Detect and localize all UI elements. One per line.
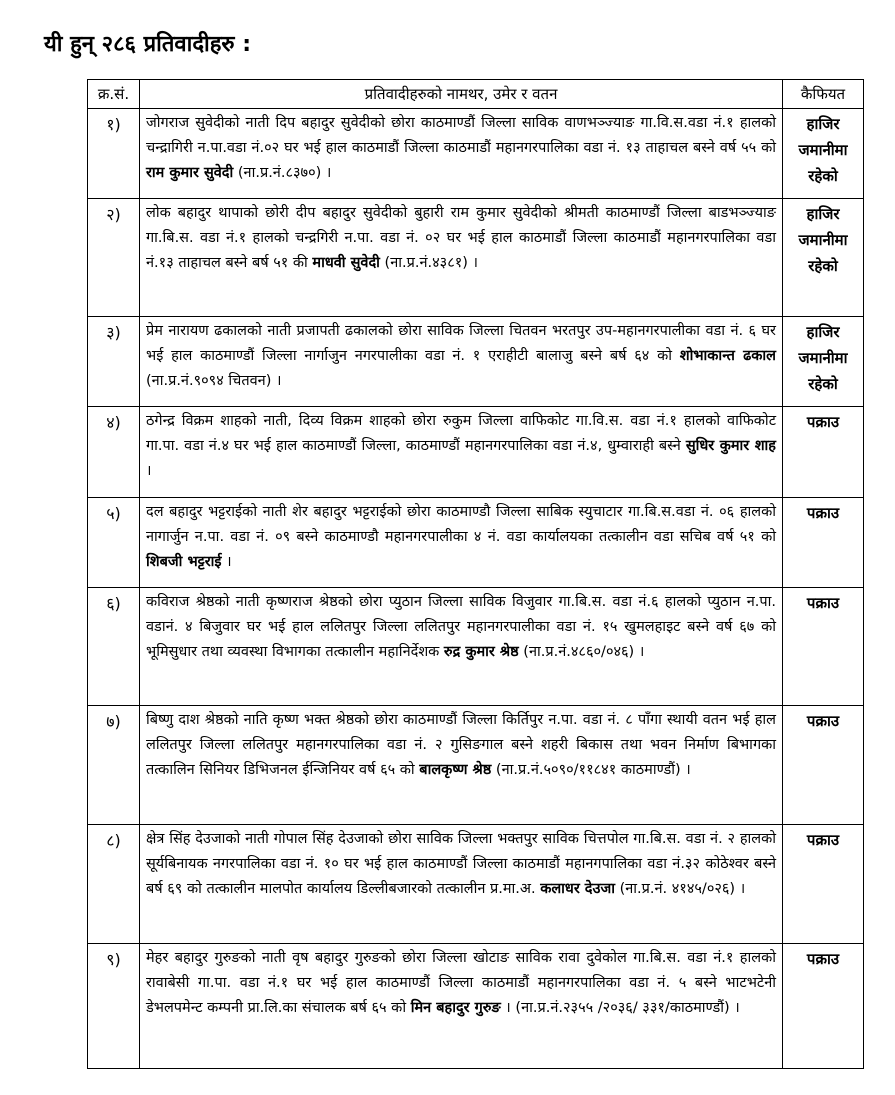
registration-number: (ना.प्र.नं.८३७०) । (233, 165, 332, 181)
table-row (88, 706, 864, 825)
defendant-description (140, 317, 783, 407)
description-text: मेहर बहादुर गुरुङको नाती वृष बहादुर गुरुङको छोरा जिल्ला खोटाङ साविक रावा दुवेकोल गा.बि.स. वडा नं.१ हालको रावाबेसी गा.पा. वडा नं.१ घर भई हाल काठमाण्डौं जिल्ला काठमाडौं महानगरपालिका वडा नं. ५ बस्ने भाटभटेनी डेभलपमेन्ट कम्पनी प्रा.लि.का संचालक बर्ष ६५ को (146, 950, 776, 1016)
defendant-name: रुद्र कुमार श्रेष्ठ (443, 644, 519, 660)
defendant-name: शिबजी भट्टराई (146, 554, 222, 570)
registration-number: । (146, 463, 152, 479)
header-serial-number: क्र.सं. (88, 80, 140, 109)
defendant-description (140, 944, 783, 1069)
registration-number: (ना.प्र.नं. ४१४५/०२६) । (614, 881, 746, 897)
remarks-cell: हाजिर जमानीमा रहेको (783, 109, 864, 199)
table-row (88, 407, 864, 498)
serial-number: १) (88, 109, 140, 199)
serial-number: ७) (88, 706, 140, 825)
serial-number: ९) (88, 944, 140, 1069)
description-text: बिष्णु दाश श्रेष्ठको नाति कृष्ण भक्त श्रेष्ठको छोरा काठमाण्डौं जिल्ला किर्तिपुर न.पा. वडा नं. ८ पाँगा स्थायी वतन भई हाल ललितपुर जिल्ला ललितपुर महानगरपालिका वडा नं. २ गुसिङगाल बस्ने शहरी बिकास तथा भवन निर्माण बिभागका तत्कालिन सिनियर डिभिजनल ईन्जिनियर वर्ष ६५ को (146, 712, 776, 778)
defendant-description (140, 498, 783, 588)
table-row (88, 199, 864, 317)
defendant-description (140, 706, 783, 825)
defendant-name: मिन बहादुर गुरुङ (410, 1000, 501, 1016)
defendant-description (140, 588, 783, 706)
serial-number: ८) (88, 825, 140, 944)
serial-number: ६) (88, 588, 140, 706)
table-row (88, 825, 864, 944)
remarks-cell: पक्राउ (783, 588, 864, 706)
description-text: ठगेन्द्र विक्रम शाहको नाती, दिव्य विक्रम शाहको छोरा रुकुम जिल्ला वाफिकोट गा.वि.स. वडा नं.१ हालको वाफिकोट गा.पा. वडा नं.४ घर भई हाल काठमाण्डौं जिल्ला, काठमाण्डौं महानगरपालिका वडा नं.४, धुम्वाराही बस्ने (146, 413, 776, 454)
remarks-cell: पक्राउ (783, 825, 864, 944)
defendant-description (140, 109, 783, 199)
table-row (88, 317, 864, 407)
table-row (88, 944, 864, 1069)
page-title: यी हुन् २८६ प्रतिवादीहरु : (44, 32, 252, 57)
table-row (88, 588, 864, 706)
defendant-name: बालकृष्ण श्रेष्ठ (419, 762, 492, 778)
description-text: क्षेत्र सिंह देउजाको नाती गोपाल सिंह देउजाको छोरा साविक जिल्ला भक्तपुर साविक चित्तपोल गा.बि.स. वडा नं. २ हालको सूर्यबिनायक नगरपालिका वडा नं. १० घर भई हाल काठमाण्डौं जिल्ला काठमाडौं महानगपालिका वडा नं.३२ कोठेश्वर बस्ने बर्ष ६९ को तत्कालीन मालपोत कार्यालय डिल्लीबजारको तत्कालीन प्र.मा.अ. (146, 831, 776, 897)
description-text: प्रेम नारायण ढकालको नाती प्रजापती ढकालको छोरा साविक जिल्ला चितवन भरतपुर उप-महानगरपालीका वडा नं. ६ घर भई हाल काठमाण्डौं जिल्ला नार्गाजुन नगरपालीका वडा नं. १ एराहीटी बालाजु बस्ने बर्ष ६४ को (146, 323, 776, 364)
table-row (88, 498, 864, 588)
registration-number: (ना.प्र.नं.५०९०/११८४१ काठमाण्डौं) । (491, 762, 691, 778)
registration-number: । (221, 554, 232, 570)
serial-number: ४) (88, 407, 140, 498)
defendant-description (140, 825, 783, 944)
defendant-description (140, 407, 783, 498)
defendant-name: राम कुमार सुवेदी (146, 165, 234, 181)
serial-number: ३) (88, 317, 140, 407)
remarks-cell: पक्राउ (783, 944, 864, 1069)
remarks-cell: पक्राउ (783, 706, 864, 825)
remarks-cell: पक्राउ (783, 498, 864, 588)
defendant-name: शोभाकान्त ढकाल (679, 348, 777, 364)
registration-number: (ना.प्र.नं.४३८१) । (379, 255, 479, 271)
defendants-table (87, 79, 864, 1069)
defendant-description (140, 199, 783, 317)
description-text: कविराज श्रेष्ठको नाती कृष्णराज श्रेष्ठको छोरा प्युठान जिल्ला साविक विजुवार गा.बि.स. वडा नं.६ हालको प्युठान न.पा. वडानं. ४ बिजुवार घर भई हाल ललितपुर जिल्ला ललितपुर महानगरपालीका वडा नं. १५ खुमलहाइट बस्ने वर्ष ६७ को भूमिसुधार तथा व्यवस्था विभागका तत्कालीन महानिर्देशक (146, 594, 776, 660)
remarks-cell: पक्राउ (783, 407, 864, 498)
serial-number: ५) (88, 498, 140, 588)
serial-number: २) (88, 199, 140, 317)
description-text: दल बहादुर भट्टराईको नाती शेर बहादुर भट्टराईको छोरा काठमाण्डौ जिल्ला साबिक स्युचाटार गा.बि.स.वडा नं. ०६ हालको नागार्जुन न.पा. वडा नं. ०९ बस्ने काठमाण्डौ महानगरपालीका ४ नं. वडा कार्यालयका तत्कालीन वडा सचिब वर्ष ५१ को (146, 504, 776, 545)
registration-number: । (ना.प्र.नं.२३५५ /२०३६/ ३३१/काठमाण्डौं) । (500, 1000, 740, 1016)
table-row (88, 109, 864, 199)
registration-number: (ना.प्र.नं.९०९४ चितवन) । (146, 373, 282, 389)
defendant-name: सुधिर कुमार शाह (685, 438, 777, 454)
defendant-name: माधवी सुवेदी (312, 255, 380, 271)
table-header-row (88, 80, 864, 109)
remarks-cell: हाजिर जमानीमा रहेको (783, 317, 864, 407)
remarks-cell: हाजिर जमानीमा रहेको (783, 199, 864, 317)
header-remarks: कैफियत (783, 80, 864, 109)
description-text: लोक बहादुर थापाको छोरी दीप बहादुर सुवेदीको बुहारी राम कुमार सुवेदीको श्रीमती काठमाण्डौं जिल्ला बाडभञ्ज्याङ गा.बि.स. वडा नं.१ हालको चन्द्रगिरी न.पा. वडा नं. ०२ घर भई हाल काठमाडौं जिल्ला काठमाडौं महानगरपालिका वडा नं.१३ ताहाचल बस्ने बर्ष ५१ की (146, 205, 776, 271)
registration-number: (ना.प्र.नं.४८६०/०४६) । (518, 644, 645, 660)
description-text: जोगराज सुवेदीको नाती दिप बहादुर सुवेदीको छोरा काठमाण्डौं जिल्ला साविक वाणभञ्ज्याङ गा.वि.स.वडा नं.१ हालको चन्द्रागिरी न.पा.वडा नं.०२ घर भई हाल काठमाडौं जिल्ला काठमाडौं महानगरपालिका वडा नं. १३ ताहाचल बस्ने वर्ष ५५ को (146, 115, 776, 156)
header-name-age-address: प्रतिवादीहरुको नामथर, उमेर र वतन (140, 80, 783, 109)
defendant-name: कलाधर देउजा (540, 881, 615, 897)
